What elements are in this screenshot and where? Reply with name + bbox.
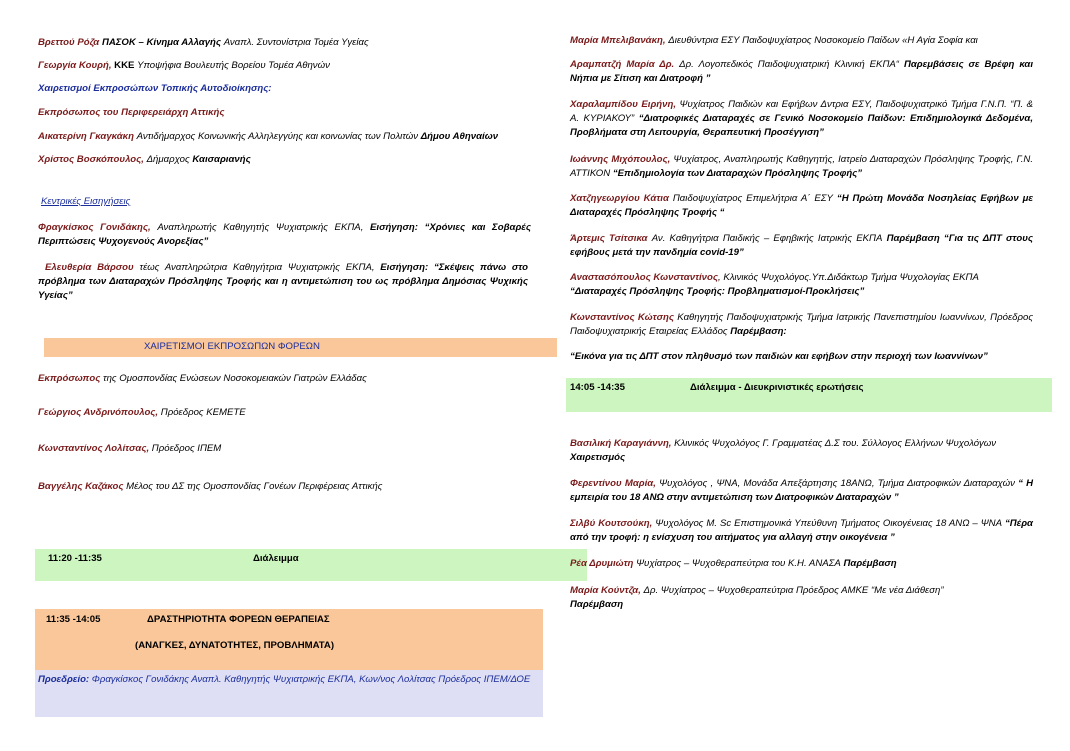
speaker-entry	[570, 153, 1033, 181]
speaker-org: ΠΑΣΟΚ – Κίνημα Αλλαγής	[101, 37, 222, 48]
speaker-role: Κλινικός Ψυχολόγος Γ. Γραμματέας Δ.Σ του. Σύλλογος Ελλήνων Ψυχολόγων	[674, 438, 997, 449]
speaker-entry	[38, 406, 246, 420]
speaker-name: Βρεττού Ρόζα	[38, 37, 100, 48]
speaker-role: Ψυχίατρος Παιδιών και Εφήβων Δντρια ΕΣΥ, Παιδοψυχιατρικό Τμήμα Γ.Ν.Π. “Π. & Α. ΚΥΡΙΑΚΟΥ”	[570, 99, 1033, 124]
talk-title: “Εικόνα για τις ΔΠΤ στον πληθυσμό των παιδιών και εφήβων στην περιοχή των Ιωαννίνων”	[570, 351, 988, 362]
break-band	[35, 549, 587, 581]
keynote-entry	[38, 261, 528, 303]
speaker-entry	[570, 98, 1033, 140]
speaker-role: Ψυχίατρος – Ψυχοθεραπεύτρια του Κ.Η. ΑΝΑΣΑ	[636, 558, 841, 569]
session-band	[35, 609, 543, 670]
speaker-role: Πρόεδρος ΚΕΜΕΤΕ	[160, 407, 246, 418]
talk-label: Εισήγηση:	[370, 222, 418, 233]
session-subtitle: (ΑΝΑΓΚΕΣ, ΔΥΝΑΤΟΤΗΤΕΣ, ΠΡΟΒΛΗΜΑΤΑ)	[135, 640, 335, 651]
break-time: 11:20 -11:35	[48, 553, 102, 564]
speaker-role: Δρ. Ψυχίατρος – Ψυχοθεραπεύτρια Πρόεδρος ΑΜΚΕ “Με νέα Διάθεση”	[643, 585, 944, 596]
speaker-role: Πρόεδρος ΙΠΕΜ	[151, 443, 222, 454]
break-label: Διάλειμμα - Διευκρινιστικές ερωτήσεις	[690, 382, 864, 393]
speaker-entry	[38, 153, 251, 167]
speaker-name: Φερεντίνου Μαρία,	[570, 478, 656, 489]
session-title: ΔΡΑΣΤΗΡΙΟΤΗΤΑ ΦΟΡΕΩΝ ΘΕΡΑΠΕΙΑΣ	[147, 614, 330, 625]
speaker-entry	[570, 517, 1033, 545]
speaker-entry	[38, 130, 548, 144]
speaker-entry	[570, 557, 1040, 571]
chairs-text	[38, 673, 535, 687]
speaker-name: Χαραλαμπίδου Ειρήνη,	[570, 99, 676, 110]
speaker-org: Καισαριανής	[192, 154, 251, 165]
talk-title: “ Η εμπειρία του 18 ΑΝΩ στην αντιμετώπιση των Διατροφικών Διαταραχών ”	[570, 478, 1034, 503]
greetings-band-label: ΧΑΙΡΕΤΙΣΜΟΙ ΕΚΠΡΟΣΩΠΩΝ ΦΟΡΕΩΝ	[144, 341, 320, 352]
speaker-entry	[570, 584, 1040, 612]
speaker-role: Δρ. Λογοπεδικός Παιδοψυχιατρική Κλινική ΕΚΠΑ“	[679, 59, 899, 70]
speaker-role: Ψυχολόγος , ΨΝΑ, Μονάδα Απεξάρτησης 18ΑΝΩ, Τμήμα Διατροφικών Διαταραχών	[659, 478, 1015, 489]
talk-label: Χαιρετισμός	[570, 452, 626, 463]
speaker-role: Δήμαρχος	[146, 154, 190, 165]
talk-title: “Σκέψεις πάνω στο πρόβλημα των Διαταραχών Πρόσληψης Τροφής και η αντιμετώπιση του ως πρόβλημα Δημόσιας Ψυχικής Υγείας”	[38, 262, 529, 301]
speaker-role: Αντιδήμαρχος Κοινωνικής Αλληλεγγύης και κοινωνίας των Πολιτών	[136, 131, 419, 142]
speaker-name: Αραμπατζή Μαρία Δρ.	[570, 59, 675, 70]
talk-label: Εισήγηση:	[380, 262, 429, 273]
speaker-entry	[570, 192, 1033, 220]
speaker-entry	[38, 36, 538, 50]
speaker-name: Αικατερίνη Γκαγκάκη	[38, 131, 134, 142]
speaker-name: Μαρία Μπελιβανάκη,	[570, 35, 666, 46]
speaker-name: Φραγκίσκος Γονιδάκης,	[38, 222, 151, 233]
speaker-name: Βαγγέλης Καζάκος	[38, 481, 124, 492]
talk-title: “Πέρα από την τροφή: η ενίσχυση του αιτήματος για αλλαγή στην οικογένεια ”	[570, 518, 1034, 543]
speaker-entry	[570, 232, 1033, 260]
speaker-name: Άρτεμις Τσίτσικα	[570, 233, 648, 244]
speaker-entry	[570, 477, 1033, 505]
speaker-name: Γεωργία Κουρή,	[38, 60, 112, 71]
break-time: 14:05 -14:35	[570, 382, 625, 393]
speaker-name: Ιωάννης Μιχόπουλος,	[570, 154, 671, 165]
speaker-name: Βασιλική Καραγιάννη,	[570, 438, 672, 449]
speaker-name: Χρίστος Βοσκόπουλος,	[38, 154, 144, 165]
chairs-label: Προεδρείο:	[38, 674, 90, 685]
chairs-names: Φραγκίσκος Γονιδάκης Αναπλ. Καθηγητής Ψυχιατρικής ΕΚΠΑ, Κων/νος Λολίτσας Πρόεδρος ΙΠΕΜ/ΔΟΕ	[91, 674, 531, 685]
talk-title: “Επιδημιολογία των Διαταραχών Πρόσληψης Τροφής”	[612, 168, 863, 179]
chairs-band	[35, 670, 543, 717]
speaker-entry	[570, 311, 1033, 339]
keynotes-heading: Κεντρικές Εισηγήσεις	[41, 196, 131, 207]
speaker-name: Κωνσταντίνος Κώτσης	[570, 312, 674, 323]
speaker-name: Σιλβύ Κουτσούκη,	[570, 518, 653, 529]
speaker-name: Μαρία Κούντζα,	[570, 585, 641, 596]
break-label: Διάλειμμα	[253, 553, 299, 564]
speaker-name: Ρέα Δρυμιώτη	[570, 558, 634, 569]
break-band	[566, 378, 1052, 412]
speaker-name: Εκπρόσωπος του Περιφερειάρχη Αττικής	[38, 107, 225, 118]
talk-label: Παρέμβαση	[570, 599, 624, 610]
keynote-entry	[38, 221, 531, 249]
talk-title: Παρεμβάσεις σε Βρέφη και Νήπια με Σίτιση και Διατροφή ”	[570, 59, 1034, 84]
speaker-name: Εκπρόσωπος	[38, 373, 101, 384]
speaker-role: Καθηγητής Παιδοψυχιατρικής Τμήμα Ιατρικής Πανεπιστημίου Ιωαννίνων, Πρόεδρος Παιδοψυχιατρικής Εταιρείας Ελλάδος	[570, 312, 1033, 337]
speaker-role: Διευθύντρια ΕΣΥ Παιδοψυχίατρος Νοσοκομείο Παίδων «Η Αγία Σοφία και	[668, 35, 978, 46]
speaker-org: ΚΚΕ	[114, 60, 135, 71]
speaker-role: της Ομοσπονδίας Ενώσεων Νοσοκομειακών Γιατρών Ελλάδας	[103, 373, 367, 384]
speaker-role: , Κλινικός Ψυχολόγος.Υπ.Διδάκτωρ Τμήμα Ψυχολογίας ΕΚΠΑ	[717, 272, 979, 283]
speaker-entry	[38, 480, 382, 494]
speaker-entry	[38, 372, 367, 386]
talk-label: Παρέμβαση:	[730, 326, 787, 337]
speaker-name: Κωνσταντίνος Λολίτσας,	[38, 443, 150, 454]
talk-label: Παρέμβαση	[886, 233, 940, 244]
talk-title: “Για τις ΔΠΤ στους εφήβους μετά την πανδημία covid-19”	[570, 233, 1033, 258]
speaker-role: Αναπλ. Συντονίστρια Τομέα Υγείας	[223, 37, 369, 48]
speaker-name: Γεώργιος Ανδρινόπουλος,	[38, 407, 159, 418]
speaker-entry	[570, 58, 1033, 86]
session-time: 11:35 -14:05	[46, 614, 101, 625]
speaker-name: Αναστασόπουλος Κωνσταντίνος	[570, 272, 718, 283]
speaker-entry	[38, 442, 221, 456]
speaker-role: Αν. Καθηγήτρια Παιδικής – Εφηβικής Ιατρικής ΕΚΠΑ	[651, 233, 883, 244]
speaker-role: Ψυχίατρος, Αναπληρωτής Καθηγητής, Ιατρείο Διαταραχών Πρόσληψης Τροφής, Γ.Ν. ΑΤΤΙΚΟΝ	[570, 154, 1033, 179]
talk-title: “Διαταραχές Πρόσληψης Τροφής: Προβληματισμοί-Προκλήσεις”	[570, 286, 865, 297]
speaker-entry	[38, 59, 538, 73]
talk-label: Παρέμβαση	[843, 558, 897, 569]
speaker-role: Παιδοψυχίατρος Επιμελήτρια Α΄ ΕΣΥ	[672, 193, 833, 204]
speaker-entry	[570, 271, 1040, 299]
speaker-role: Αναπληρωτής Καθηγητής Ψυχιατρικής ΕΚΠΑ,	[157, 222, 364, 233]
talk-title: “Χρόνιες και Σοβαρές Περιπτώσεις Ψυχογενούς Ανορεξίας”	[38, 222, 531, 247]
speaker-role: Ψυχολόγος Μ. Sc Επιστημονικά Υπεύθυνη Τμήματος Οικογένειας 18 ΑΝΩ – ΨΝΑ	[655, 518, 1003, 529]
talk-title: “Διατροφικές Διαταραχές σε Γενικό Νοσοκομείο Παίδων: Επιδημιολογικά Δεδομένα, Προβλήματα στη Λειτουργία, Θεραπευτική Προσέγγιση”	[570, 113, 1033, 138]
speaker-name: Ελευθερία Βάρσου	[45, 262, 134, 273]
speaker-entry	[570, 437, 1040, 465]
speaker-name: Χατζηγεωργίου Κάτια	[570, 193, 669, 204]
speaker-entry	[570, 34, 1040, 48]
speaker-role: Μέλος του ΔΣ της Ομοσπονδίας Γονέων Περιφέρειας Αττικής	[126, 481, 383, 492]
local-govt-greetings-heading: Χαιρετισμοί Εκπροσώπων Τοπικής Αυτοδιοίκησης:	[38, 83, 272, 94]
talk-title: “Η Πρώτη Μονάδα Νοσηλείας Εφήβων με Διαταραχές Πρόσληψης Τροφής “	[570, 193, 1033, 218]
speaker-org: Δήμου Αθηναίων	[420, 131, 499, 142]
speaker-role: τέως Αναπληρώτρια Καθηγήτρια Ψυχιατρικής ΕΚΠΑ,	[139, 262, 375, 273]
speaker-role: Υποψήφια Βουλευτής Βορείου Τομέα Αθηνών	[137, 60, 330, 71]
greetings-band	[44, 338, 557, 357]
